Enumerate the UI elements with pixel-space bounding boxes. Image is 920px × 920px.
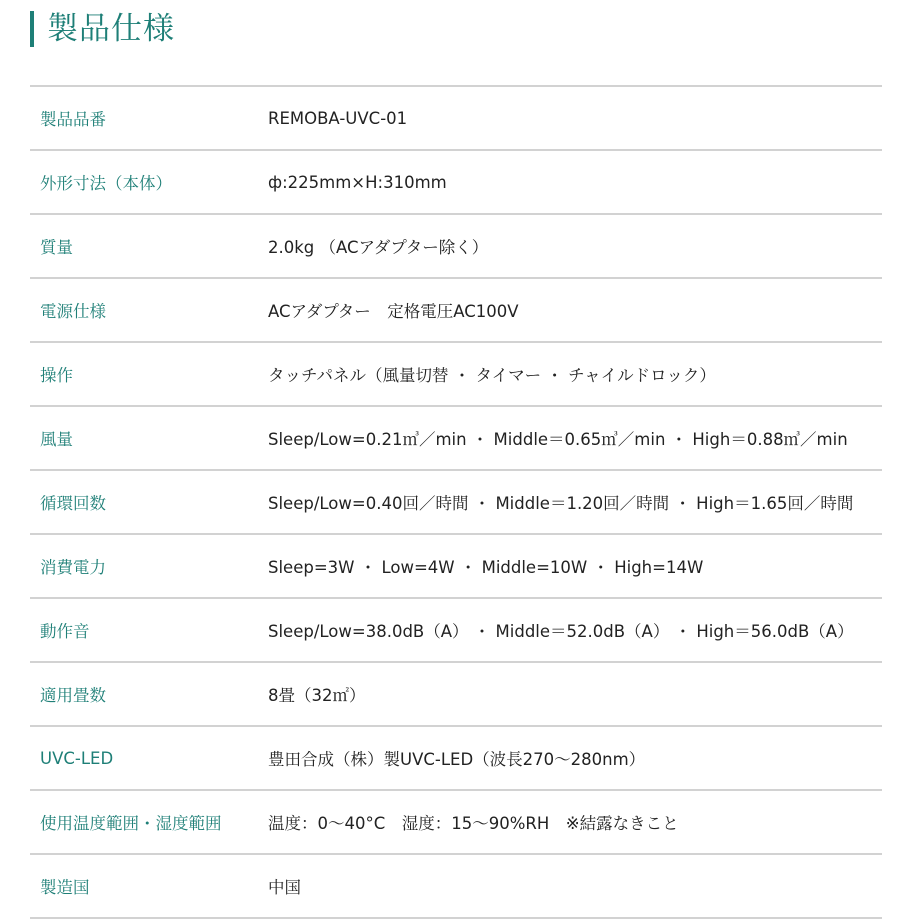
spec-label: 製造国 [40, 878, 90, 897]
spec-value: Sleep/Low=0.21㎥／min ・ Middle＝0.65㎥／min ・ High＝0.88㎥／min [268, 430, 848, 449]
spec-label: 適用畳数 [40, 686, 106, 705]
spec-row-operation [30, 343, 882, 407]
spec-label: 操作 [40, 366, 73, 385]
spec-value: 豊田合成（株）製UVC-LED（波長270〜280nm） [268, 750, 646, 769]
spec-label: 動作音 [40, 622, 90, 641]
spec-row-weight [30, 215, 882, 279]
spec-row-uvc-led [30, 727, 882, 791]
page-heading [30, 10, 175, 48]
spec-value: 中国 [268, 878, 301, 897]
spec-row-power-supply [30, 279, 882, 343]
spec-value: Sleep=3W ・ Low=4W ・ Middle=10W ・ High=14W [268, 558, 704, 577]
spec-label: 風量 [40, 430, 73, 449]
spec-value: 温度：0〜40°C 湿度：15〜90%RH ※結露なきこと [268, 814, 679, 833]
spec-label: UVC-LED [40, 748, 114, 768]
spec-value: 2.0kg （ACアダプター除く） [268, 238, 489, 257]
spec-row-airflow [30, 407, 882, 471]
spec-label: 電源仕様 [40, 302, 106, 321]
heading-accent-bar [30, 11, 34, 47]
spec-row-operating-range [30, 791, 882, 855]
spec-value: Sleep/Low=38.0dB（A） ・ Middle＝52.0dB（A） ・ High＝56.0dB（A） [268, 622, 854, 641]
spec-row-room-size [30, 663, 882, 727]
spec-label: 外形寸法（本体） [40, 174, 172, 193]
spec-value: タッチパネル（風量切替 ・ タイマー ・ チャイルドロック） [268, 366, 716, 385]
spec-label: 循環回数 [40, 494, 106, 513]
spec-value: ACアダプター 定格電圧AC100V [268, 302, 519, 321]
spec-row-noise [30, 599, 882, 663]
spec-row-country-of-origin [30, 855, 882, 919]
spec-label: 質量 [40, 238, 73, 257]
spec-label: 使用温度範囲・湿度範囲 [40, 814, 222, 833]
spec-table [30, 85, 882, 919]
spec-row-product-number [30, 87, 882, 151]
page-title: 製品仕様 [47, 11, 175, 47]
spec-value: REMOBA-UVC-01 [268, 108, 408, 128]
spec-row-circulation [30, 471, 882, 535]
spec-label: 製品品番 [40, 110, 106, 129]
spec-value: ф:225mm×H:310mm [268, 172, 447, 192]
spec-value: Sleep/Low=0.40回／時間 ・ Middle＝1.20回／時間 ・ High＝1.65回／時間 [268, 494, 854, 513]
spec-row-power-consumption [30, 535, 882, 599]
spec-value: 8畳（32㎡） [268, 686, 366, 705]
spec-row-dimensions [30, 151, 882, 215]
spec-label: 消費電力 [40, 558, 106, 577]
